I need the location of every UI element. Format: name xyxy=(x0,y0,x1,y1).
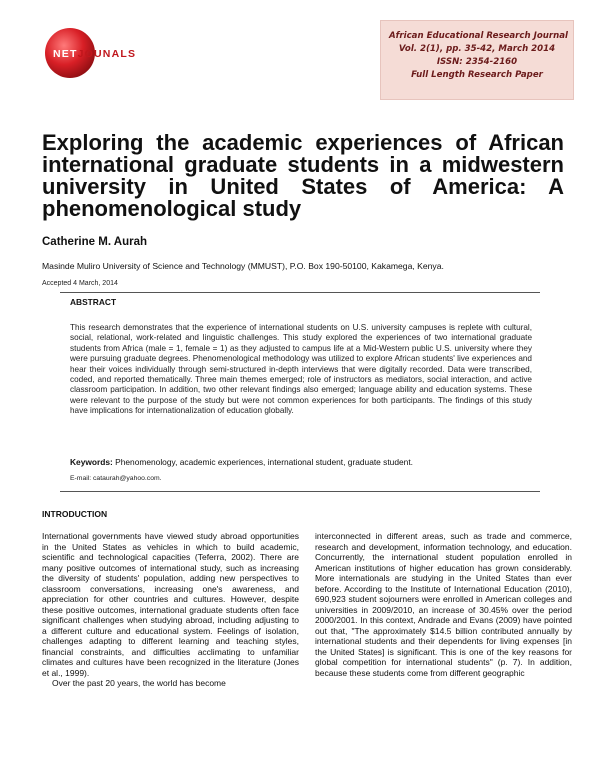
abstract-heading: ABSTRACT xyxy=(70,297,117,307)
keywords-list: Phenomenology, academic experiences, international student, graduate student. xyxy=(115,457,413,467)
abstract-section xyxy=(60,292,540,492)
intro-paragraph-1: International governments have viewed study abroad opportunities in the United States as vehicles in which to build academic, scientific and technological capacities (Teferra, 2002). There are many positive outcomes of international study, such as increasing the diversity of students' population, adding new perspectives to classroom conversations, increasing one's awareness, and appreciation for other countries and cultures. However, despite these positive outcomes, international graduate students often face significant challenges when studying abroad, including adjusting to a different culture and educational system. Feelings of isolation, challenges adapting to different learning and teaching styles, financial constraints, and difficulties acclimating to unfamiliar climates and cultures have been recognized in the literature (Jones et al., 1999). xyxy=(42,531,299,678)
paper-type: Full Length Research Paper xyxy=(411,70,543,80)
body-column-right xyxy=(315,531,572,678)
keywords-line xyxy=(70,457,532,467)
author-name: Catherine M. Aurah xyxy=(42,236,148,248)
author-affiliation: Masinde Muliro University of Science and Technology (MMUST), P.O. Box 190-50100, Kakamega, Kenya. xyxy=(42,261,444,271)
intro-paragraph-continued: interconnected in different areas, such as trade and commerce, research and development, information technology, and education. Concurrently, the international student population enrolled in American institutions of higher education has grown considerably. More internationals are studying in the United States than ever before. According to the Institute of International Education (2010), 690,923 student sojourners were enrolled in American colleges and universities in 2009/2010, an increase of 30.45% over the period 2000/2001. In this context, Andrade and Evans (2009) have pointed out that, "The approximately $14.5 billion contributed annually by international students and their dependents for living expenses [in the United States] is significant. This is one of the key reasons for global competition for international students" (p. 7). In addition, because these students come from different geographic xyxy=(315,531,572,678)
intro-paragraph-2: Over the past 20 years, the world has become xyxy=(52,678,226,688)
section-heading-introduction: INTRODUCTION xyxy=(42,509,108,519)
keywords-label: Keywords: xyxy=(70,457,113,467)
abstract-text: This research demonstrates that the experience of international students on U.S. university campuses is replete with cultural, social, relational, work-related and linguistic challenges. This study explored the experiences of two international graduate students from Africa (male = 1, female = 1) as they adjusted to campus life at a Mid-Western public U.S. university where they were pursuing graduate degrees. Phenomenological methodology was utilized to explore African students' live experiences and hear their voices individually through semi-structured in-depth interviews that were digitally recorded. Data were transcribed, coded, and reported thematically. Three main themes emerged; role of instructors as mediators, social interaction, and active classroom participation. In addition, two other relevant findings also emerged; language ability and education systems. These were relevant to the purpose of the study but were not common experiences for both participants. The findings of this study have implications for internationalization of education globally. xyxy=(70,323,532,416)
paper-title: Exploring the academic experiences of African international graduate students in a midwestern university in United States of America: A phenomenological study xyxy=(42,130,564,221)
logo-text: NETJOUNALS xyxy=(53,48,137,60)
journal-issn: ISSN: 2354-2160 xyxy=(436,57,518,67)
author-email: E-mail: cataurah@yahoo.com. xyxy=(70,475,162,482)
logo-graphic xyxy=(44,26,204,80)
journal-name: African Educational Research Journal xyxy=(389,31,568,41)
netjournals-logo xyxy=(44,26,204,80)
body-column-left xyxy=(42,531,299,689)
accepted-date: Accepted 4 March, 2014 xyxy=(42,280,118,287)
journal-volume: Vol. 2(1), pp. 35-42, March 2014 xyxy=(398,44,556,54)
journal-info-box xyxy=(380,20,574,100)
